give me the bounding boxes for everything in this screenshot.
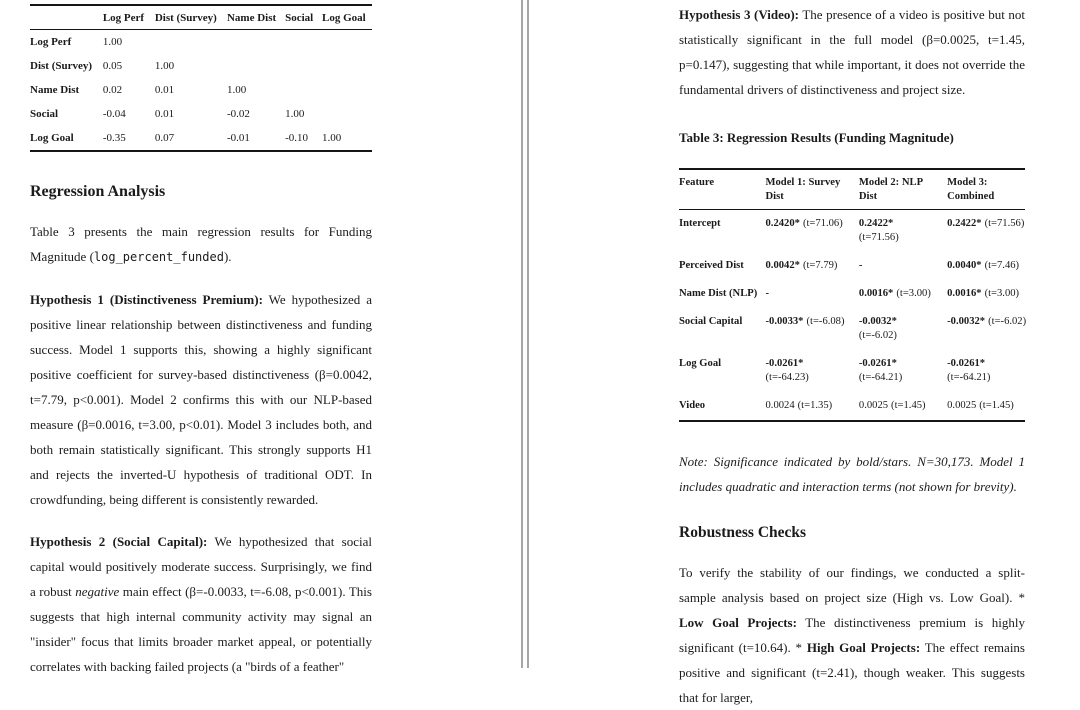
feature-label: Name Dist (NLP) (679, 288, 758, 299)
reg-header-feature: Feature (679, 169, 766, 210)
cell (766, 350, 859, 392)
cell (322, 102, 372, 126)
table-row (679, 308, 1025, 350)
t-statistic: (t=-64.21) (947, 372, 991, 383)
feature-label: Video (679, 400, 706, 411)
t-statistic: (t=71.06) (802, 218, 843, 229)
coefficient: -0.0261* (858, 358, 897, 369)
hypothesis-2-lead: Hypothesis 2 (Social Capital): (30, 534, 208, 549)
hypothesis-2-body-1: We hypothesized that social capital would positively moderate success. Surprisingly, we find a robust (30, 534, 372, 599)
coefficient: 0.0016* (947, 288, 982, 299)
regression-table (679, 168, 1025, 422)
cell: -0.10 (285, 132, 309, 144)
corr-header-log-perf: Log Perf (103, 5, 155, 30)
coefficient: - (858, 260, 863, 271)
cell: -0.01 (226, 132, 250, 144)
cell: -0.02 (226, 108, 250, 120)
cell (859, 350, 947, 392)
cell: 1.00 (154, 60, 175, 72)
cell: 0.01 (154, 108, 175, 120)
corr-header-social: Social (285, 5, 322, 30)
table-row (30, 102, 372, 126)
reg-header-model-1: Model 1: Survey Dist (766, 169, 859, 210)
coefficient: 0.0040* (947, 260, 982, 271)
table-note: Note: Significance indicated by bold/stars. N=30,173. Model 1 includes quadratic and interaction terms (not shown for brevity). (679, 454, 1025, 494)
table-row (30, 54, 372, 78)
page-right (527, 0, 1080, 705)
cell: -0.35 (102, 132, 126, 144)
t-statistic: (t=3.00) (984, 288, 1020, 299)
coefficient: - (765, 288, 770, 299)
hypothesis-1-paragraph (30, 287, 372, 512)
table-row (679, 350, 1025, 392)
cell: 1.00 (322, 132, 342, 144)
cell (766, 210, 859, 253)
high-goal-lead: High Goal Projects: (806, 640, 921, 655)
page-left-content (30, 4, 372, 679)
hypothesis-1-lead: Hypothesis 1 (Distinctiveness Premium): (30, 292, 263, 307)
cell (859, 280, 947, 308)
cell (859, 210, 947, 253)
emphasis-negative: negative (75, 584, 120, 599)
t-statistic: (t=-6.02) (988, 316, 1027, 327)
hypothesis-2-paragraph (30, 529, 372, 679)
feature-label: Log Goal (679, 358, 722, 369)
cell (766, 308, 859, 350)
page-right-content (679, 0, 1025, 710)
cell (859, 252, 947, 280)
reg-header-model-2: Model 2: NLP Dist (859, 169, 947, 210)
intro-text-post: ). (223, 249, 232, 264)
t-statistic: (t=7.79) (802, 260, 838, 271)
table-row (679, 392, 1025, 421)
t-statistic: (t=71.56) (984, 218, 1025, 229)
t-statistic: (t=7.46) (984, 260, 1020, 271)
cell: 1.00 (285, 108, 305, 120)
hypothesis-3-lead: Hypothesis 3 (Video): (679, 7, 800, 22)
coefficient: 0.0042* (765, 260, 800, 271)
feature-label: Intercept (679, 218, 721, 229)
cell (227, 54, 285, 78)
cell (947, 308, 1025, 350)
cell (947, 392, 1025, 421)
coefficient: 0.2420* (765, 218, 800, 229)
correlation-table-header-row (30, 5, 372, 30)
row-label: Social (30, 108, 59, 120)
robustness-text-2: The distinctiveness premium is highly significant (t=10.64). * (679, 615, 1025, 655)
t-statistic: (t=71.56) (858, 232, 899, 243)
cell (285, 30, 322, 55)
robustness-paragraph (679, 560, 1025, 710)
cell (285, 78, 322, 102)
cell (155, 30, 227, 55)
cell (766, 252, 859, 280)
intro-text-pre: Table 3 presents the main regression results for Funding Magnitude ( (30, 224, 372, 264)
corr-header-blank (30, 5, 103, 30)
cell: 1.00 (102, 36, 123, 48)
robustness-text-1: To verify the stability of our findings, we conducted a split-sample analysis based on project size (High vs. Low Goal). * (679, 565, 1025, 605)
low-goal-lead: Low Goal Projects: (679, 615, 797, 630)
row-label: Log Perf (30, 36, 72, 48)
cell: -0.04 (102, 108, 126, 120)
table-row (30, 126, 372, 151)
cell (947, 252, 1025, 280)
robustness-text-3: The effect remains positive and significant (t=2.41), though weaker. This suggests that for larger, (679, 640, 1025, 705)
hypothesis-2-body-2: main effect (β=-0.0033, t=-6.08, p<0.001). This suggests that high internal community activity may signal an "insider" focus that limits broader market appeal, or potentially correlates with backing failed projects (a "birds of a feather" (30, 584, 372, 674)
row-label: Name Dist (30, 84, 80, 96)
cell (322, 54, 372, 78)
hypothesis-1-body: We hypothesized a positive linear relationship between distinctiveness and funding success. Model 1 supports this, showing a highly significant positive coefficient for survey-based distinctiveness (β=0.0042, t=7.79, p<0.001). Model 2 confirms this with our NLP-based measure (β=0.0016, t=3.00, p<0.01). Model 3 includes both, and both remain statistically significant. This strongly supports H1 and rejects the inverted-U hypothesis of traditional ODT. In crowdfunding, being different is consistently rewarded. (30, 292, 372, 507)
regression-table-header-row (679, 169, 1025, 210)
cell: 1.00 (226, 84, 247, 96)
correlation-table (30, 4, 372, 152)
cell (322, 78, 372, 102)
code-variable-name: log_percent_funded (93, 250, 224, 264)
coefficient: 0.2422* (858, 218, 894, 229)
coefficient: 0.0025 (858, 400, 889, 411)
t-statistic: (t=3.00) (896, 288, 931, 299)
table-row (679, 280, 1025, 308)
t-statistic: (t=-64.21) (858, 372, 903, 383)
cell (227, 30, 285, 55)
hypothesis-3-paragraph (679, 0, 1025, 102)
coefficient: -0.0032* (858, 316, 897, 327)
table-row (679, 252, 1025, 280)
cell (947, 350, 1025, 392)
feature-label: Social Capital (679, 316, 743, 327)
table-row (679, 210, 1025, 253)
coefficient: 0.0025 (947, 400, 977, 411)
coefficient: 0.0024 (765, 400, 795, 411)
table-row (30, 78, 372, 102)
coefficient: -0.0032* (947, 316, 986, 327)
t-statistic: (t=1.45) (891, 400, 926, 411)
cell (322, 30, 372, 55)
row-label: Log Goal (30, 132, 74, 144)
cell (766, 392, 859, 421)
cell (859, 308, 947, 350)
t-statistic: (t=-6.02) (858, 330, 897, 341)
cell: 0.05 (102, 60, 123, 72)
t-statistic: (t=1.35) (797, 400, 833, 411)
corr-header-log-goal: Log Goal (322, 5, 372, 30)
section-heading-regression-analysis: Regression Analysis (30, 183, 166, 200)
cell: 0.01 (154, 84, 175, 96)
coefficient: 0.0016* (858, 288, 894, 299)
feature-label: Perceived Dist (679, 260, 744, 271)
cell (947, 210, 1025, 253)
table-3-caption: Table 3: Regression Results (Funding Magnitude) (679, 130, 954, 145)
cell: 0.07 (154, 132, 175, 144)
cell (766, 280, 859, 308)
row-label: Dist (Survey) (30, 60, 93, 72)
t-statistic: (t=-6.08) (806, 316, 845, 327)
coefficient: -0.0261* (765, 358, 804, 369)
reg-header-model-3: Model 3: Combined (947, 169, 1025, 210)
cell (285, 54, 322, 78)
intro-paragraph (30, 219, 372, 270)
corr-header-name-dist: Name Dist (227, 5, 285, 30)
coefficient: -0.0261* (947, 358, 986, 369)
cell (859, 392, 947, 421)
section-heading-robustness-checks: Robustness Checks (679, 524, 807, 541)
hypothesis-3-body: The presence of a video is positive but not statistically significant in the full model (β=0.0025, t=1.45, p=0.147), suggesting that while important, it does not override the fundamental drivers of distinctiveness and project size. (679, 7, 1026, 97)
t-statistic: (t=1.45) (979, 400, 1014, 411)
cell: 0.02 (102, 84, 123, 96)
page-left (0, 0, 523, 674)
corr-header-dist-survey: Dist (Survey) (155, 5, 227, 30)
table-row (30, 30, 372, 55)
t-statistic: (t=-64.23) (765, 372, 809, 383)
coefficient: -0.0033* (765, 316, 804, 327)
cell (947, 280, 1025, 308)
coefficient: 0.2422* (947, 218, 982, 229)
